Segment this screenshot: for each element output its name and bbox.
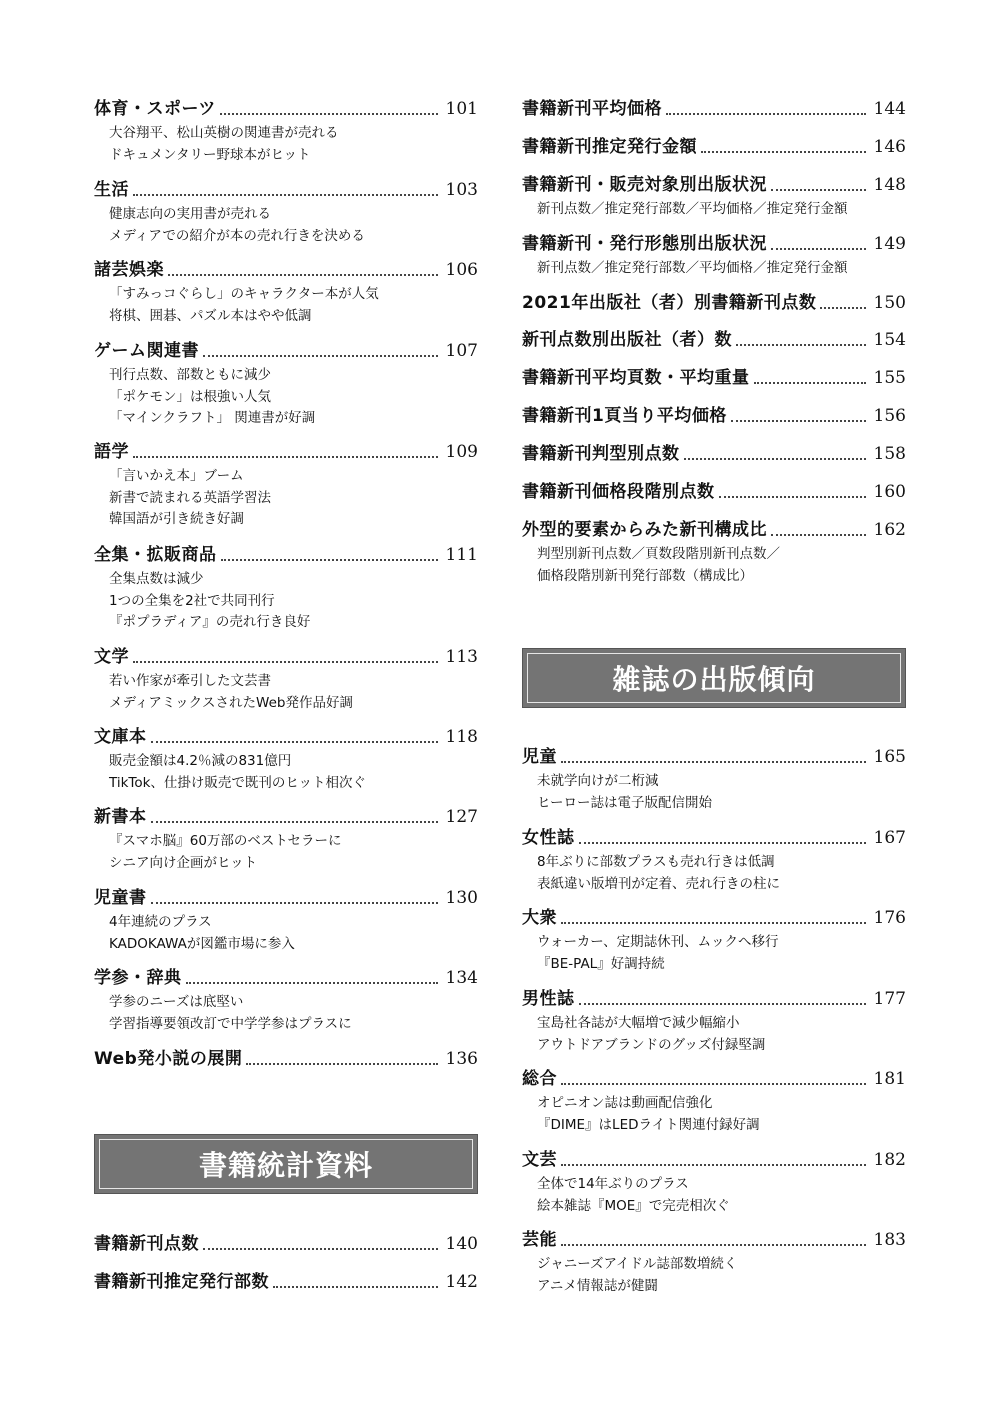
toc-entry-line xyxy=(94,97,478,123)
dot-leader xyxy=(820,297,865,309)
toc-entry-description: 表紙違い版増刊が定着、売れ行きの柱に xyxy=(537,875,780,892)
toc-entry-page-number: 176 xyxy=(873,908,906,928)
toc-entry-title: 書籍新刊・販売対象別出版状況 xyxy=(522,175,767,195)
toc-entry-line xyxy=(94,1270,478,1296)
toc-entry-page-number: 144 xyxy=(873,99,906,119)
toc-entry-page-number: 130 xyxy=(445,888,478,908)
dot-leader xyxy=(203,345,438,357)
toc-entry-title: 新刊点数別出版社（者）数 xyxy=(522,330,732,350)
toc-entry-description: 判型別新刊点数／頁数段階別新刊点数／ xyxy=(537,546,780,562)
toc-entry-description: アニメ情報誌が健闘 xyxy=(537,1277,658,1294)
toc-entry-page-number: 113 xyxy=(445,647,478,667)
dot-leader xyxy=(561,1073,866,1085)
toc-entry xyxy=(94,645,478,714)
toc-entry xyxy=(94,1232,478,1258)
toc-entry-title: 諸芸娯楽 xyxy=(94,260,164,280)
toc-entry-description: 宝島社各誌が大幅増で減少幅縮小 xyxy=(537,1015,740,1031)
dot-leader xyxy=(754,372,866,384)
toc-entry-description: 『スマホ脳』60万部のベストセラーに xyxy=(109,833,342,849)
toc-entry-description: 4年連続のプラス xyxy=(109,914,212,930)
toc-entry xyxy=(94,725,478,794)
toc-entry xyxy=(522,906,906,975)
section-banner-magazine-trends xyxy=(522,648,906,708)
toc-entry-description: ジャニーズアイドル誌部数増続く xyxy=(537,1256,738,1272)
toc-entry xyxy=(522,987,906,1056)
dot-leader xyxy=(771,179,866,191)
toc-entry-description: メディアでの紹介が本の売れ行きを決める xyxy=(109,227,365,244)
toc-entry-title: 男性誌 xyxy=(522,989,575,1009)
toc-entry-line xyxy=(94,966,478,992)
toc-entry-description: 『DIME』はLEDライト関連付録好調 xyxy=(537,1116,760,1133)
toc-entry-page-number: 109 xyxy=(445,442,478,462)
toc-entry-line xyxy=(522,232,906,258)
dot-leader xyxy=(133,184,438,196)
toc-entry-description: ウォーカー、定期誌休刊、ムックへ移行 xyxy=(537,934,779,950)
banner-title: 書籍統計資料 xyxy=(198,1149,373,1182)
toc-entry-page-number: 165 xyxy=(873,747,906,767)
toc-entry-line xyxy=(94,886,478,912)
toc-entry-page-number: 106 xyxy=(445,260,478,280)
toc-entry-title: 児童 xyxy=(522,747,557,767)
banner-frame xyxy=(99,1139,473,1189)
dot-leader xyxy=(151,811,438,823)
toc-entry-title: 書籍新刊1頁当り平均価格 xyxy=(522,406,727,426)
toc-entry-title: 総合 xyxy=(522,1069,557,1089)
toc-entry-page-number: 142 xyxy=(445,1272,478,1292)
dot-leader xyxy=(731,410,866,422)
toc-entry-page-number: 149 xyxy=(873,234,906,254)
toc-entry-page-number: 118 xyxy=(445,727,478,747)
dot-leader xyxy=(561,1234,866,1246)
dot-leader xyxy=(246,1053,437,1065)
toc-entry-title: 書籍新刊・発行形態別出版状況 xyxy=(522,234,767,254)
toc-entry-description: シニア向け企画がヒット xyxy=(109,854,258,871)
dot-leader xyxy=(221,549,438,561)
toc-entry-title: 全集・拡販商品 xyxy=(94,545,217,565)
toc-entry-page-number: 177 xyxy=(873,989,906,1009)
toc-entry-page-number: 181 xyxy=(873,1069,906,1089)
section-banner-book-statistics xyxy=(94,1134,478,1194)
toc-entry-title: 生活 xyxy=(94,180,129,200)
toc-entry-line xyxy=(94,1047,478,1073)
dot-leader xyxy=(151,731,438,743)
toc-entry-title: 書籍新刊推定発行金額 xyxy=(522,137,697,157)
toc-entry-description: 新刊点数／推定発行部数／平均価格／推定発行金額 xyxy=(537,260,848,276)
toc-entry-page-number: 146 xyxy=(873,137,906,157)
dot-leader xyxy=(771,524,866,536)
toc-entry-title: 語学 xyxy=(94,442,129,462)
toc-entry-line xyxy=(522,97,906,123)
toc-entry-page-number: 154 xyxy=(873,330,906,350)
toc-entry-page-number: 134 xyxy=(445,968,478,988)
dot-leader xyxy=(133,651,438,663)
toc-entry-line xyxy=(522,987,906,1013)
toc-entry-page-number: 101 xyxy=(445,99,478,119)
toc-entry-line xyxy=(522,745,906,771)
toc-entry-line xyxy=(94,440,478,466)
toc-entry-description: 8年ぶりに部数プラスも売れ行きは低調 xyxy=(537,854,775,870)
toc-entry-line xyxy=(522,906,906,932)
toc-entry-description: 未就学向けが二桁減 xyxy=(537,773,659,789)
dot-leader xyxy=(561,1154,866,1166)
toc-entry-description: 『ポプラディア』の売れ行き良好 xyxy=(109,614,311,630)
toc-entry xyxy=(94,1047,478,1073)
toc-entry-description: 学習指導要領改訂で中学学参はプラスに xyxy=(109,1015,352,1032)
toc-entry-page-number: 127 xyxy=(445,807,478,827)
toc-entry-page-number: 167 xyxy=(873,828,906,848)
toc-entry-title: 学参・辞典 xyxy=(94,968,182,988)
toc-entry-title: ゲーム関連書 xyxy=(94,341,199,361)
toc-entry-description: 販売金額は4.2％減の831億円 xyxy=(109,753,292,769)
toc-entry-description: 刊行点数、部数ともに減少 xyxy=(109,367,271,383)
toc-entry-description: 韓国語が引き続き好調 xyxy=(109,511,244,527)
toc-entry-line xyxy=(522,1148,906,1174)
toc-entry-page-number: 140 xyxy=(445,1234,478,1254)
dot-leader xyxy=(771,238,866,250)
toc-entry-description: メディアミックスされたWeb発作品好調 xyxy=(109,694,353,711)
dot-leader xyxy=(701,141,866,153)
dot-leader xyxy=(561,751,866,763)
dot-leader xyxy=(719,486,866,498)
toc-entry-description: 全集点数は減少 xyxy=(109,571,204,587)
toc-entry-page-number: 182 xyxy=(873,1150,906,1170)
toc-entry-title: 書籍新刊価格段階別点数 xyxy=(522,482,715,502)
toc-entry-description: 新書で読まれる英語学習法 xyxy=(109,489,271,506)
toc-entry xyxy=(94,543,478,634)
toc-entry-line xyxy=(94,339,478,365)
toc-entry-line xyxy=(522,135,906,161)
toc-entry-line xyxy=(94,645,478,671)
toc-entry xyxy=(522,404,906,430)
toc-entry xyxy=(522,291,906,317)
toc-entry-title: 書籍新刊推定発行部数 xyxy=(94,1272,269,1292)
banner-title: 雑誌の出版傾向 xyxy=(612,663,816,696)
toc-entry-page-number: 107 xyxy=(445,341,478,361)
toc-entry-title: 文芸 xyxy=(522,1150,557,1170)
dot-leader xyxy=(736,334,866,346)
toc-entry-page-number: 155 xyxy=(873,368,906,388)
toc-entry xyxy=(94,339,478,430)
toc-entry xyxy=(94,178,478,247)
toc-entry-title: 書籍新刊判型別点数 xyxy=(522,444,680,464)
toc-entry-title: 文学 xyxy=(94,647,129,667)
dot-leader xyxy=(168,264,438,276)
toc-entry xyxy=(522,1067,906,1136)
dot-leader xyxy=(579,832,866,844)
toc-entry-description: 「マインクラフト」 関連書が好調 xyxy=(109,410,316,426)
toc-entry xyxy=(94,886,478,955)
toc-entry-description: ヒーロー誌は電子版配信開始 xyxy=(537,794,712,811)
toc-entry xyxy=(94,440,478,531)
toc-entry-description: TikTok、仕掛け販売で既刊のヒット相次ぐ xyxy=(109,774,367,791)
toc-entry xyxy=(94,966,478,1035)
toc-entry-description: 「ポケモン」は根強い人気 xyxy=(109,388,271,405)
toc-entry-page-number: 103 xyxy=(445,180,478,200)
toc-entry-description: 将棋、囲碁、パズル本はやや低調 xyxy=(109,307,312,324)
toc-entry-page-number: 136 xyxy=(445,1049,478,1069)
dot-leader xyxy=(220,103,438,115)
toc-entry-title: 外型的要素からみた新刊構成比 xyxy=(522,520,767,540)
toc-entry-description: 大谷翔平、松山英樹の関連書が売れる xyxy=(109,125,339,141)
toc-entry xyxy=(94,805,478,874)
toc-entry-description: 若い作家が牽引した文芸書 xyxy=(109,673,271,689)
toc-entry-page-number: 183 xyxy=(873,1230,906,1250)
toc-entry-title: 新書本 xyxy=(94,807,147,827)
toc-entry-title: 児童書 xyxy=(94,888,147,908)
toc-entry-description: 全体で14年ぶりのプラス xyxy=(537,1176,689,1192)
dot-leader xyxy=(186,972,438,984)
toc-entry xyxy=(522,826,906,895)
toc-entry xyxy=(522,135,906,161)
banner-frame xyxy=(527,653,901,703)
toc-entry-description: 健康志向の実用書が売れる xyxy=(109,206,271,222)
toc-entry-title: 体育・スポーツ xyxy=(94,99,216,119)
toc-entry-title: 書籍新刊点数 xyxy=(94,1234,199,1254)
toc-entry xyxy=(94,97,478,166)
toc-entry-line xyxy=(522,518,906,544)
toc-entry xyxy=(522,232,906,280)
toc-entry xyxy=(94,1270,478,1296)
toc-entry xyxy=(94,258,478,327)
dot-leader xyxy=(273,1276,438,1288)
dot-leader xyxy=(579,993,866,1005)
dot-leader xyxy=(133,446,438,458)
toc-entry-line xyxy=(522,404,906,430)
toc-entry-description: アウトドアブランドのグッズ付録堅調 xyxy=(537,1036,766,1053)
toc-entry-title: 芸能 xyxy=(522,1230,557,1250)
toc-entry-description: KADOKAWAが図鑑市場に参入 xyxy=(109,935,295,952)
dot-leader xyxy=(684,448,866,460)
toc-entry-description: 「言いかえ本」ブーム xyxy=(109,468,244,484)
toc-entry-line xyxy=(522,826,906,852)
toc-entry-line xyxy=(94,1232,478,1258)
toc-entry-page-number: 148 xyxy=(873,175,906,195)
toc-entry-line xyxy=(94,258,478,284)
toc-entry-line xyxy=(522,1067,906,1093)
dot-leader xyxy=(203,1238,438,1250)
toc-entry-page-number: 160 xyxy=(873,482,906,502)
toc-entry-line xyxy=(522,480,906,506)
toc-entry-page-number: 150 xyxy=(873,293,906,313)
toc-entry xyxy=(522,745,906,814)
toc-entry-page-number: 162 xyxy=(873,520,906,540)
toc-entry-title: 書籍新刊平均価格 xyxy=(522,99,662,119)
toc-entry xyxy=(522,1228,906,1297)
toc-entry-line xyxy=(94,543,478,569)
toc-entry xyxy=(522,518,906,587)
toc-entry xyxy=(522,328,906,354)
toc-entry-line xyxy=(522,366,906,392)
toc-entry-page-number: 156 xyxy=(873,406,906,426)
toc-entry-description: 価格段階別新刊発行部数（構成比） xyxy=(537,567,753,584)
toc-entry-title: Web発小説の展開 xyxy=(94,1049,243,1069)
toc-entry-description: オピニオン誌は動画配信強化 xyxy=(537,1095,713,1111)
toc-entry-title: 女性誌 xyxy=(522,828,575,848)
toc-entry xyxy=(522,173,906,221)
dot-leader xyxy=(561,912,866,924)
toc-entry-description: 学参のニーズは底堅い xyxy=(109,994,244,1010)
toc-entry-title: 書籍新刊平均頁数・平均重量 xyxy=(522,368,750,388)
toc-entry-line xyxy=(522,328,906,354)
toc-entry-description: 絵本雑誌『MOE』で完売相次ぐ xyxy=(537,1197,730,1214)
toc-entry-line xyxy=(522,442,906,468)
toc-entry xyxy=(522,366,906,392)
toc-entry-page-number: 111 xyxy=(445,545,478,565)
toc-entry-line xyxy=(522,1228,906,1254)
toc-entry xyxy=(522,1148,906,1217)
toc-entry-title: 2021年出版社（者）別書籍新刊点数 xyxy=(522,293,817,313)
toc-entry xyxy=(522,97,906,123)
toc-entry-page-number: 158 xyxy=(873,444,906,464)
toc-entry-description: 『BE-PAL』好調持続 xyxy=(537,955,665,972)
toc-entry-description: 新刊点数／推定発行部数／平均価格／推定発行金額 xyxy=(537,201,848,217)
toc-entry-title: 大衆 xyxy=(522,908,557,928)
toc-entry-line xyxy=(94,178,478,204)
toc-entry-line xyxy=(94,725,478,751)
toc-entry-line xyxy=(522,291,906,317)
toc-entry-title: 文庫本 xyxy=(94,727,147,747)
toc-entry xyxy=(522,480,906,506)
toc-entry xyxy=(522,442,906,468)
toc-entry-description: ドキュメンタリー野球本がヒット xyxy=(109,146,311,163)
toc-entry-description: 1つの全集を2社で共同刊行 xyxy=(109,592,275,609)
dot-leader xyxy=(666,103,866,115)
dot-leader xyxy=(151,892,438,904)
toc-entry-line xyxy=(94,805,478,831)
toc-entry-line xyxy=(522,173,906,199)
toc-entry-description: 「すみっコぐらし」のキャラクター本が人気 xyxy=(109,286,379,302)
